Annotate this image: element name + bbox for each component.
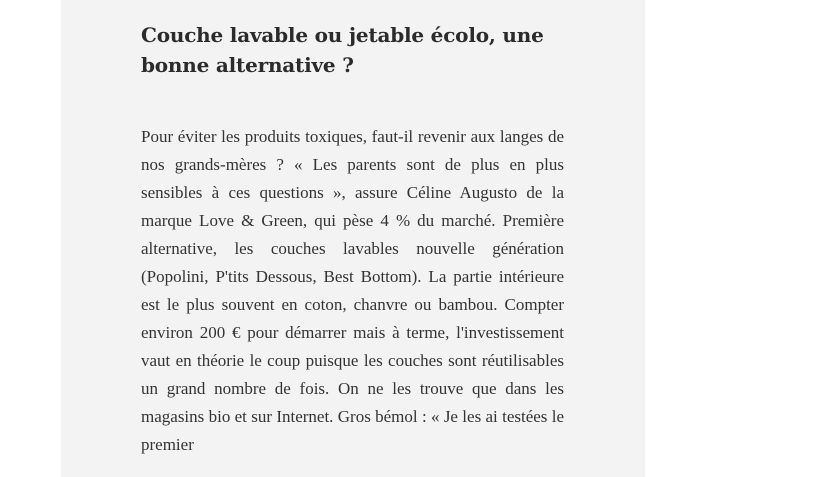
article-paragraph: Pour éviter les produits toxiques, faut-il revenir aux langes de nos grands-mères ? « Les parents sont de plus en plus sensibles à ces questions », assure Céline Augusto de la marque Love & Green, qui pèse 4 % du marché. Première alternative, les couches lavables nouvelle génération (Popolini, P'tits Dessous, Best Bottom). La partie intérieure est le plus souvent en coton, chanvre ou bambou. Compter environ 200 € pour démarrer mais à terme, l'investissement vaut en théorie le coup puisque les couches sont réutilisables un grand nombre de fois. On ne les trouve que dans les magasins bio et sur Internet. Gros bémol : « Je les ai testées le premier — [141, 127, 564, 454]
article-content — [141, 20, 564, 459]
article-panel — [61, 0, 645, 477]
article-heading: Couche lavable ou jetable écolo, une bonne alternative ? — [141, 23, 544, 77]
